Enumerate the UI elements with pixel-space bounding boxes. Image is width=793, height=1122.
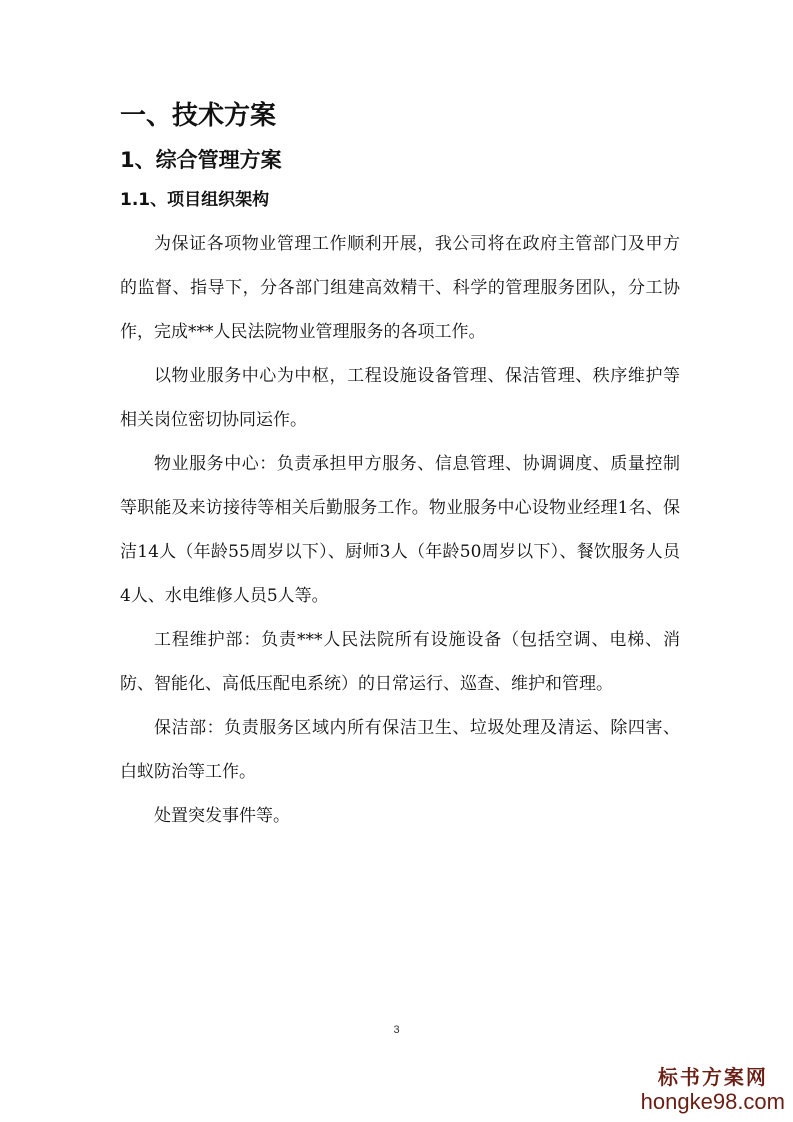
watermark-chinese-text: 标书方案网 (657, 1065, 768, 1089)
heading-level-2: 1、综合管理方案 (120, 148, 282, 172)
paragraph-3: 物业服务中心：负责承担甲方服务、信息管理、协调调度、质量控制等职能及来访接待等相关后勤服务工作。物业服务中心设物业经理1名、保洁14人（年龄55周岁以下）、厨师3人（年龄50周岁以下）、餐饮服务人员4人、水电维修人员5人等。 (120, 454, 680, 606)
page-number: 3 (393, 1024, 400, 1036)
paragraph-1: 为保证各项物业管理工作顺利开展，我公司将在政府主管部门及甲方的监督、指导下，分各部门组建高效精干、科学的管理服务团队，分工协作，完成***人民法院物业管理服务的各项工作。 (120, 234, 680, 342)
paragraph-5: 保洁部：负责服务区域内所有保洁卫生、垃圾处理及清运、除四害、白蚁防治等工作。 (120, 718, 680, 782)
heading-level-3: 1.1、项目组织架构 (120, 190, 270, 210)
watermark-url-text: hongke98.com (640, 1089, 785, 1114)
heading-level-1: 一、技术方案 (120, 101, 277, 131)
paragraph-6: 处置突发事件等。 (154, 806, 290, 826)
watermark-logo (641, 1064, 785, 1114)
body-text (120, 222, 680, 838)
paragraph-4: 工程维护部：负责***人民法院所有设施设备（包括空调、电梯、消防、智能化、高低压配电系统）的日常运行、巡查、维护和管理。 (120, 630, 680, 694)
paragraph-2: 以物业服务中心为中枢，工程设施设备管理、保洁管理、秩序维护等相关岗位密切协同运作。 (120, 366, 680, 430)
